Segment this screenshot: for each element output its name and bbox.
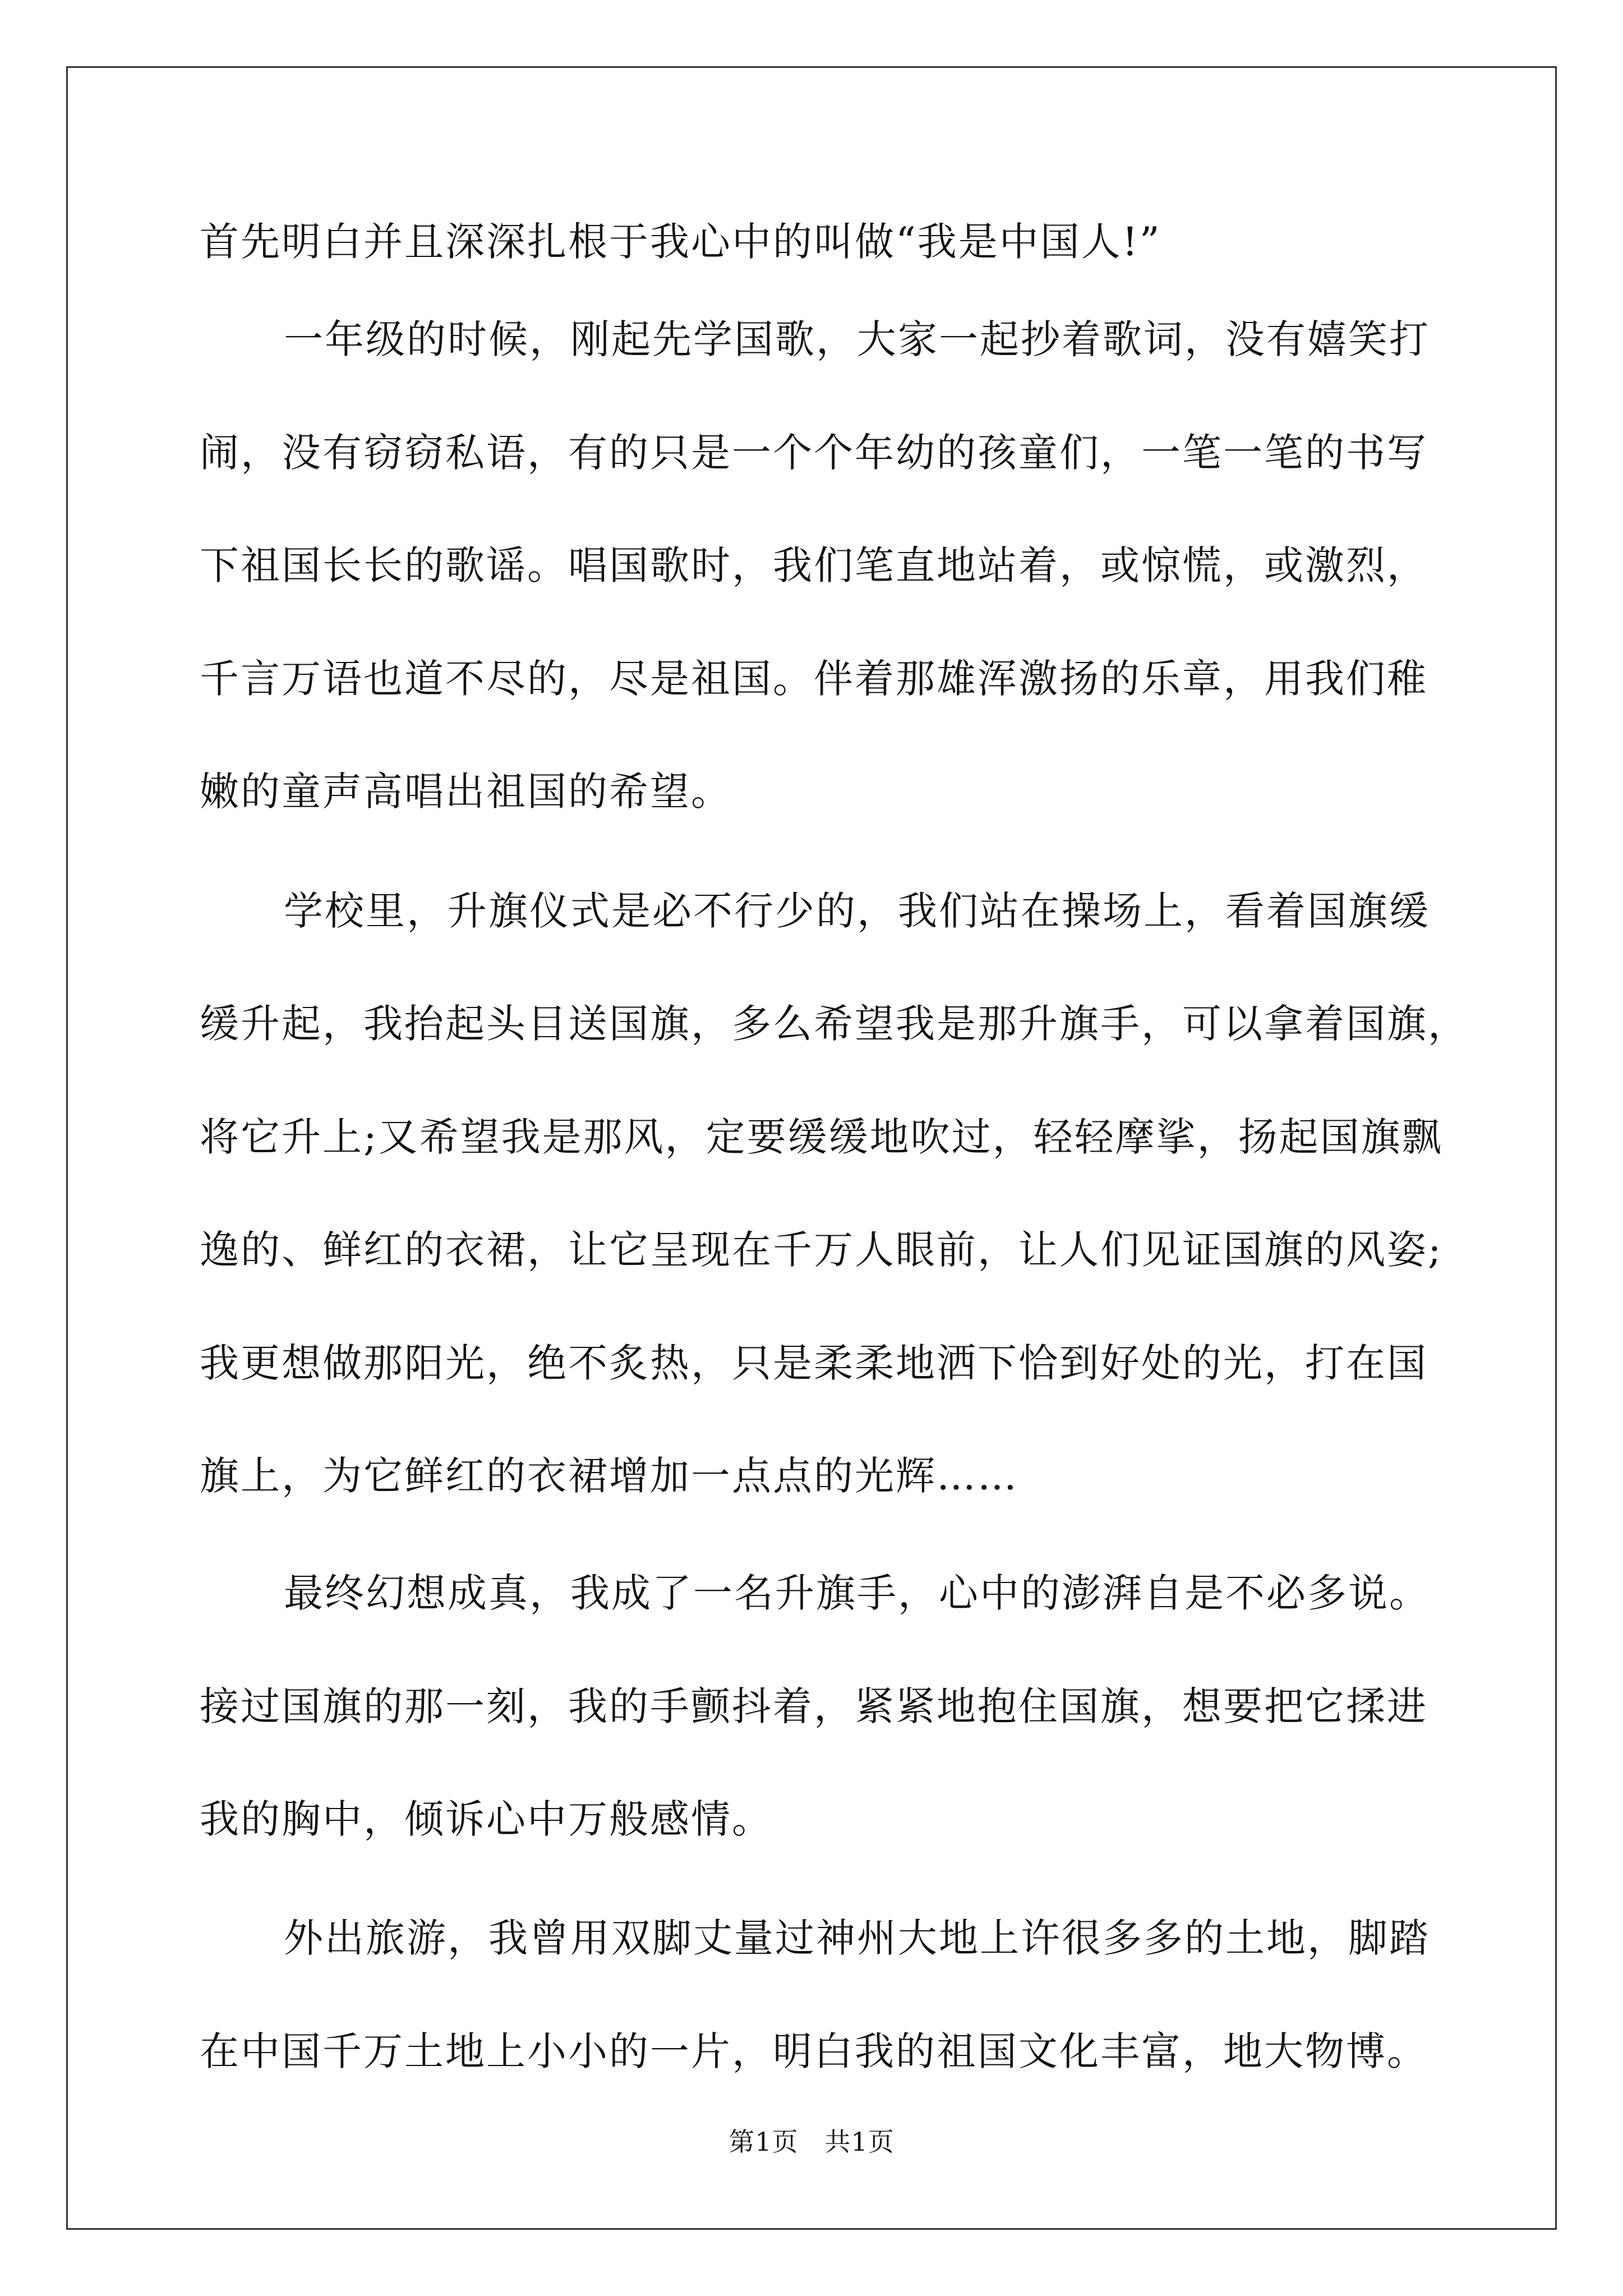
paragraph-line: 首先明白并且深深扎根于我心中的叫做“我是中国人!” <box>200 219 1161 265</box>
paragraph-line: 我的胸中，倾诉心中万般感情。 <box>200 1796 773 1842</box>
paragraph-line: 接过国旗的那一刻，我的手颤抖着，紧紧地抱住国旗，想要把它揉进 <box>200 1683 1428 1729</box>
paragraph-line: 逸的、鲜红的衣裙，让它呈现在千万人眼前，让人们见证国旗的风姿; <box>200 1227 1443 1273</box>
page-footer: 第1页 共1页 <box>728 2127 895 2157</box>
paragraph-line: 一年级的时候，刚起先学国歌，大家一起抄着歌词，没有嬉笑打 <box>284 316 1430 362</box>
paragraph-line: 学校里，升旗仪式是必不行少的，我们站在操场上，看着国旗缓 <box>284 888 1430 934</box>
paragraph-line: 缓升起，我抬起头目送国旗，多么希望我是那升旗手，可以拿着国旗， <box>200 1001 1469 1047</box>
paragraph-line: 闹，没有窃窃私语，有的只是一个个年幼的孩童们，一笔一笔的书写 <box>200 430 1428 476</box>
paragraph-line: 千言万语也道不尽的，尽是祖国。伴着那雄浑激扬的乐章，用我们稚 <box>200 656 1428 702</box>
paragraph-line: 下祖国长长的歌谣。唱国歌时，我们笔直地站着，或惊慌，或激烈， <box>200 542 1428 588</box>
paragraph-line: 旗上，为它鲜红的衣裙增加一点点的光辉…… <box>200 1453 1018 1499</box>
paragraph-line: 最终幻想成真，我成了一名升旗手，心中的澎湃自是不必多说。 <box>284 1570 1430 1616</box>
paragraph-line: 在中国千万土地上小小的一片，明白我的祖国文化丰富，地大物博。 <box>200 2028 1428 2074</box>
paragraph-line: 将它升上;又希望我是那风，定要缓缓地吹过，轻轻摩挲，扬起国旗飘 <box>200 1114 1443 1160</box>
paragraph-line: 外出旅游，我曾用双脚丈量过神州大地上许很多多的土地，脚踏 <box>284 1915 1430 1961</box>
paragraph-line: 我更想做那阳光，绝不炙热，只是柔柔地洒下恰到好处的光，打在国 <box>200 1340 1428 1386</box>
paragraph-line: 嫩的童声高唱出祖国的希望。 <box>200 769 732 815</box>
